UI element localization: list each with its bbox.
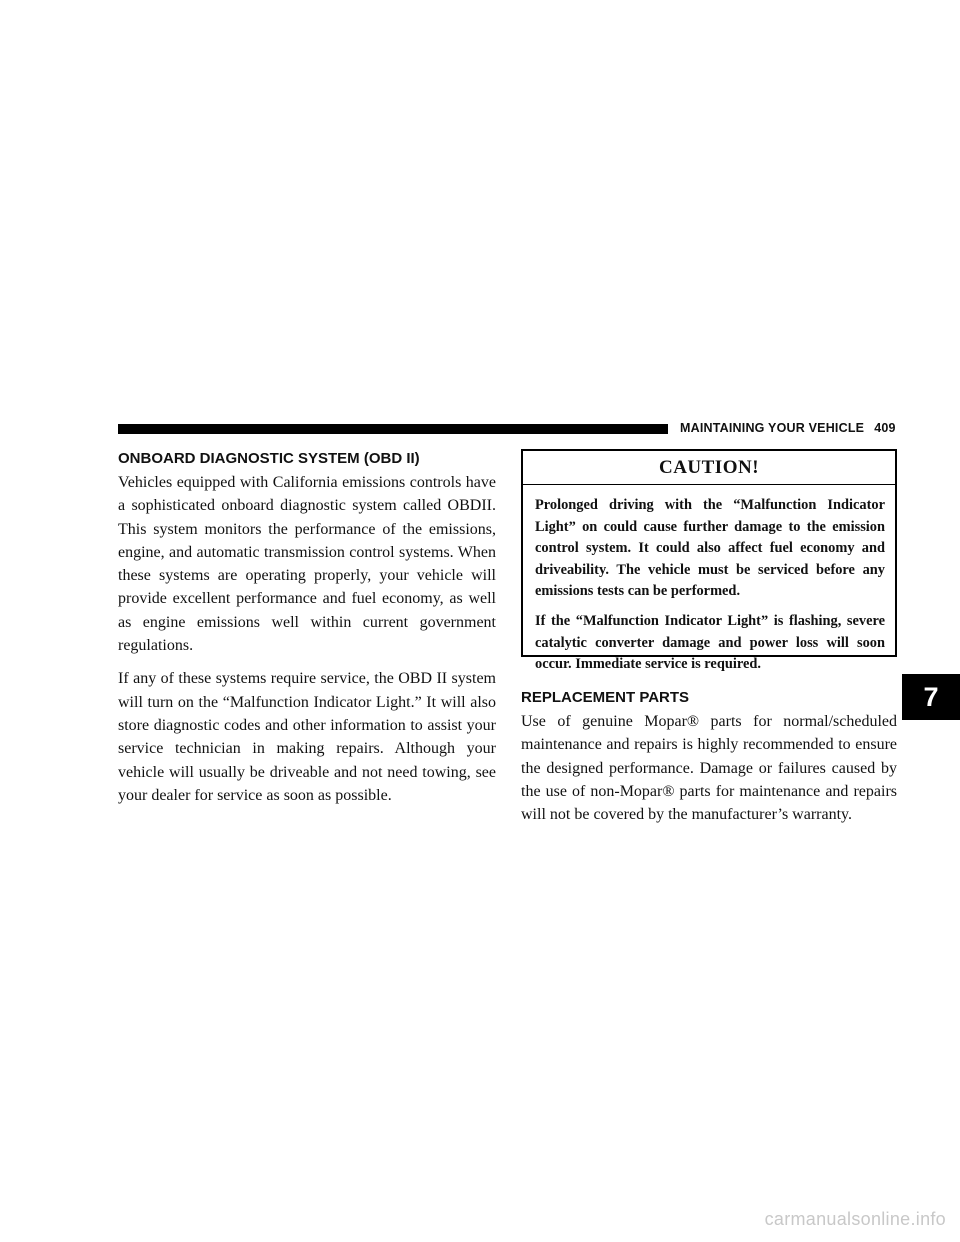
caution-paragraph-2: If the “Malfunction Indicator Light” is flashing, severe catalytic converter damage and power loss will soon occur. Immediate service is required.: [535, 612, 885, 673]
header-rule: [118, 424, 668, 434]
left-column: [118, 449, 496, 817]
running-header: [680, 421, 896, 435]
replacement-paragraph: Use of genuine Mopar® parts for normal/scheduled maintenance and repairs is highly recommended to ensure the designed performance. Damage or failures caused by the use of non-Mopar® parts for maintenance and repairs will not be covered by the manufacturer’s warranty.: [521, 713, 897, 824]
replacement-parts-section: [521, 688, 897, 836]
caution-box: [521, 449, 897, 673]
right-column: [521, 449, 897, 673]
watermark: carmanualsonline.info: [764, 1209, 946, 1229]
page-number: 409: [874, 421, 896, 435]
caution-paragraph-1: Prolonged driving with the “Malfunction Indicator Light” on could cause further damage to the emission control system. It could also affect fuel economy and driveability. The vehicle must be serviced before any emissions tests can be performed.: [535, 497, 885, 600]
caution-title: CAUTION!: [523, 451, 895, 485]
obd-heading: ONBOARD DIAGNOSTIC SYSTEM (OBD II): [118, 450, 420, 467]
chapter-tab: 7: [902, 674, 960, 720]
obd-paragraph-2: If any of these systems require service, the OBD II system will turn on the “Malfunction Indicator Light.” It will also store diagnostic codes and other information to assist your service technician in making repairs. Although your vehicle will usually be driveable and not need towing, see your dealer for service as soon as possible.: [118, 670, 496, 804]
section-title: MAINTAINING YOUR VEHICLE: [680, 421, 865, 435]
obd-paragraph-1: Vehicles equipped with California emissions controls have a sophisticated onboard diagnostic system called OBDII. This system monitors the performance of the emissions, engine, and automatic transmission control systems. When these systems are operating properly, your vehicle will provide excellent performance and fuel economy, as well as engine emissions well within current government regulations.: [118, 474, 496, 655]
replacement-heading: REPLACEMENT PARTS: [521, 689, 690, 706]
